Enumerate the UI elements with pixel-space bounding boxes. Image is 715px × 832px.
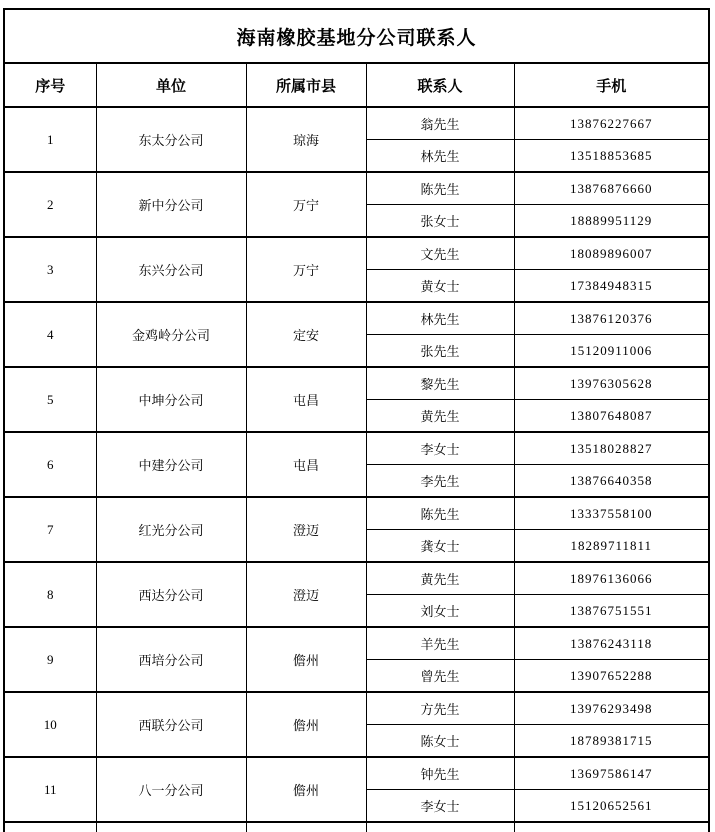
contact-name-cell: 黄先生 [366, 562, 514, 595]
county-cell [246, 822, 366, 832]
table-row [4, 562, 709, 595]
phone-cell: 13876640358 [514, 465, 709, 498]
phone-cell: 18089896007 [514, 237, 709, 270]
phone-cell: 13976305628 [514, 367, 709, 400]
contact-table-body [4, 107, 709, 822]
row-number-cell: 9 [4, 627, 96, 692]
column-header-contact: 联系人 [366, 63, 514, 107]
phone-cell: 13876243118 [514, 627, 709, 660]
row-number-cell: 3 [4, 237, 96, 302]
county-cell: 万宁 [246, 237, 366, 302]
table-row [4, 107, 709, 140]
contact-name-cell: 李先生 [366, 465, 514, 498]
unit-cell [96, 822, 246, 832]
contact-name-cell: 林先生 [366, 302, 514, 335]
row-number-cell: 2 [4, 172, 96, 237]
phone-cell: 18889951129 [514, 205, 709, 238]
phone-cell: 13876120376 [514, 302, 709, 335]
table-title-row [4, 9, 709, 63]
contact-name-cell: 张女士 [366, 205, 514, 238]
row-number-cell: 6 [4, 432, 96, 497]
row-number-cell: 10 [4, 692, 96, 757]
phone-cell: 13518028827 [514, 432, 709, 465]
contact-name-cell: 张先生 [366, 335, 514, 368]
phone-cell [514, 822, 709, 832]
county-cell: 屯昌 [246, 367, 366, 432]
row-number-cell: 8 [4, 562, 96, 627]
table-row [4, 237, 709, 270]
table-row [4, 627, 709, 660]
contact-name-cell: 黄先生 [366, 400, 514, 433]
county-cell: 澄迈 [246, 497, 366, 562]
phone-cell: 13807648087 [514, 400, 709, 433]
county-cell: 儋州 [246, 692, 366, 757]
contact-name-cell: 翁先生 [366, 107, 514, 140]
table-row-partial [4, 822, 709, 832]
contact-name-cell: 方先生 [366, 692, 514, 725]
table-row [4, 432, 709, 465]
contact-name-cell: 刘女士 [366, 595, 514, 628]
row-number-cell: 4 [4, 302, 96, 367]
column-header-unit: 单位 [96, 63, 246, 107]
partial-next-row [4, 822, 709, 832]
table-row [4, 302, 709, 335]
table-row [4, 172, 709, 205]
unit-cell: 西培分公司 [96, 627, 246, 692]
unit-cell: 东太分公司 [96, 107, 246, 172]
row-number-cell: 11 [4, 757, 96, 822]
phone-cell: 18976136066 [514, 562, 709, 595]
unit-cell: 西联分公司 [96, 692, 246, 757]
county-cell: 澄迈 [246, 562, 366, 627]
phone-cell: 13876876660 [514, 172, 709, 205]
contact-name-cell: 陈先生 [366, 172, 514, 205]
phone-cell: 18789381715 [514, 725, 709, 758]
phone-cell: 13876751551 [514, 595, 709, 628]
unit-cell: 西达分公司 [96, 562, 246, 627]
phone-cell: 17384948315 [514, 270, 709, 303]
unit-cell: 中坤分公司 [96, 367, 246, 432]
unit-cell: 东兴分公司 [96, 237, 246, 302]
phone-cell: 13337558100 [514, 497, 709, 530]
contact-name-cell: 钟先生 [366, 757, 514, 790]
table-header-row [4, 63, 709, 107]
phone-cell: 13697586147 [514, 757, 709, 790]
contact-name-cell: 黎先生 [366, 367, 514, 400]
contact-name-cell: 黄女士 [366, 270, 514, 303]
table-title: 海南橡胶基地分公司联系人 [4, 9, 709, 63]
phone-cell: 15120911006 [514, 335, 709, 368]
unit-cell: 中建分公司 [96, 432, 246, 497]
contact-name-cell: 李女士 [366, 790, 514, 823]
contact-name-cell: 龚女士 [366, 530, 514, 563]
row-number-cell: 5 [4, 367, 96, 432]
contact-name-cell: 李女士 [366, 432, 514, 465]
table-row [4, 497, 709, 530]
table-row [4, 367, 709, 400]
phone-cell: 13976293498 [514, 692, 709, 725]
phone-cell: 13518853685 [514, 140, 709, 173]
phone-cell: 13907652288 [514, 660, 709, 693]
unit-cell: 金鸡岭分公司 [96, 302, 246, 367]
row-number-cell: 7 [4, 497, 96, 562]
column-header-county: 所属市县 [246, 63, 366, 107]
contact-name-cell: 林先生 [366, 140, 514, 173]
phone-cell: 15120652561 [514, 790, 709, 823]
table-row [4, 692, 709, 725]
contact-name-cell: 陈女士 [366, 725, 514, 758]
contact-table [3, 8, 710, 832]
contact-name-cell: 文先生 [366, 237, 514, 270]
county-cell: 屯昌 [246, 432, 366, 497]
unit-cell: 八一分公司 [96, 757, 246, 822]
phone-cell: 13876227667 [514, 107, 709, 140]
unit-cell: 红光分公司 [96, 497, 246, 562]
county-cell: 儋州 [246, 627, 366, 692]
row-number-cell: 1 [4, 107, 96, 172]
phone-cell: 18289711811 [514, 530, 709, 563]
county-cell: 琼海 [246, 107, 366, 172]
unit-cell: 新中分公司 [96, 172, 246, 237]
row-number-cell [4, 822, 96, 832]
county-cell: 定安 [246, 302, 366, 367]
county-cell: 万宁 [246, 172, 366, 237]
contact-name-cell [366, 822, 514, 832]
column-header-index: 序号 [4, 63, 96, 107]
column-header-mobile: 手机 [514, 63, 709, 107]
contact-name-cell: 陈先生 [366, 497, 514, 530]
county-cell: 儋州 [246, 757, 366, 822]
contact-name-cell: 羊先生 [366, 627, 514, 660]
table-row [4, 757, 709, 790]
contact-name-cell: 曾先生 [366, 660, 514, 693]
